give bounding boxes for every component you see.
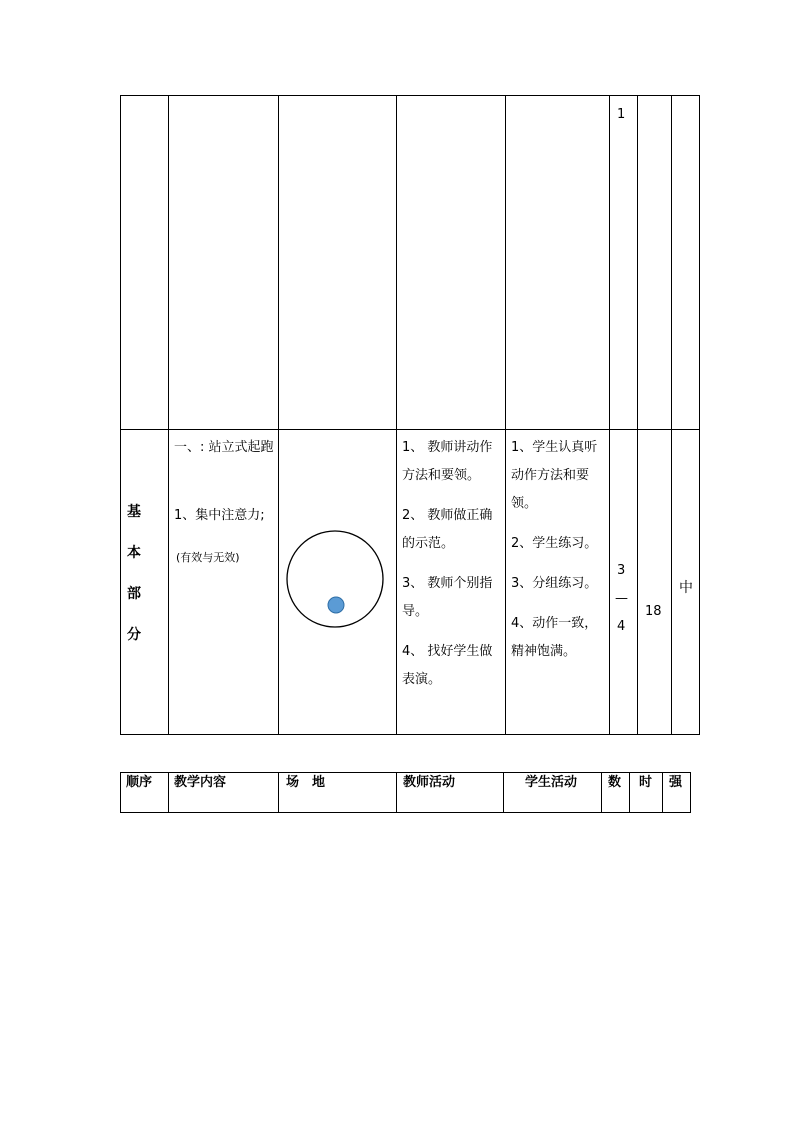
student-activity-item: 3、分组练习。 <box>511 576 598 591</box>
lower-col-line <box>662 772 663 813</box>
count-top: 3 <box>617 563 626 578</box>
header-field: 场 地 <box>286 775 326 790</box>
header-count: 数 <box>608 775 622 790</box>
lower-table-top-border <box>120 772 691 773</box>
upper-col-line <box>505 95 506 735</box>
upper-table-top-border <box>120 95 700 96</box>
section-label <box>124 492 144 656</box>
upper-col-line <box>671 95 672 735</box>
lower-col-line <box>601 772 602 813</box>
upper-col-line <box>609 95 610 735</box>
content-title: 一、: 站立式起跑 <box>174 440 274 455</box>
teacher-activities <box>402 434 500 706</box>
upper-col-line <box>168 95 169 735</box>
teacher-activity-item: 2、 教师做正确的示范。 <box>402 508 493 551</box>
header-teacher-activity: 教师活动 <box>403 775 456 790</box>
header-order: 顺序 <box>126 775 153 790</box>
section-label-char: 部 <box>127 586 141 602</box>
time-value: 18 <box>645 604 662 619</box>
count-bottom: 4 <box>617 619 626 634</box>
upper-col-line <box>637 95 638 735</box>
lower-table-bottom-border <box>120 812 691 813</box>
lower-col-line <box>278 772 279 813</box>
count-dash: — <box>615 591 628 606</box>
content-item: 1、集中注意力; <box>174 508 265 523</box>
lower-col-line <box>503 772 504 813</box>
teacher-activity-item: 4、 找好学生做表演。 <box>402 644 493 687</box>
lower-col-line <box>396 772 397 813</box>
lower-col-line <box>168 772 169 813</box>
lower-col-line <box>629 772 630 813</box>
intensity-value: 中 <box>679 580 693 596</box>
content-note: (有效与无效) <box>176 551 240 564</box>
section-label-char: 基 <box>127 504 141 520</box>
student-activities <box>511 434 605 678</box>
header-student-activity: 学生活动 <box>525 775 578 790</box>
student-dot <box>328 597 344 613</box>
section-label-char: 分 <box>127 627 141 643</box>
header-time: 时 <box>639 775 653 790</box>
student-activity-item: 1、学生认真听动作方法和要领。 <box>511 440 598 511</box>
field-diagram <box>284 528 388 632</box>
upper-col-line <box>278 95 279 735</box>
upper-col-line <box>120 95 121 735</box>
teacher-activity-item: 1、 教师讲动作方法和要领。 <box>402 440 493 483</box>
lower-col-line <box>690 772 691 813</box>
lower-col-line <box>120 772 121 813</box>
header-content: 教学内容 <box>174 775 227 790</box>
header-intensity: 强 <box>669 775 683 790</box>
section-label-char: 本 <box>127 545 141 561</box>
teacher-activity-item: 3、 教师个别指导。 <box>402 576 493 619</box>
row1-count: 1 <box>617 107 626 122</box>
upper-col-line <box>699 95 700 735</box>
upper-table-mid-border <box>120 429 700 430</box>
student-activity-item: 2、学生练习。 <box>511 536 598 551</box>
upper-table-bottom-border <box>120 734 700 735</box>
student-activity-item: 4、动作一致，精神饱满。 <box>511 616 598 659</box>
upper-col-line <box>396 95 397 735</box>
